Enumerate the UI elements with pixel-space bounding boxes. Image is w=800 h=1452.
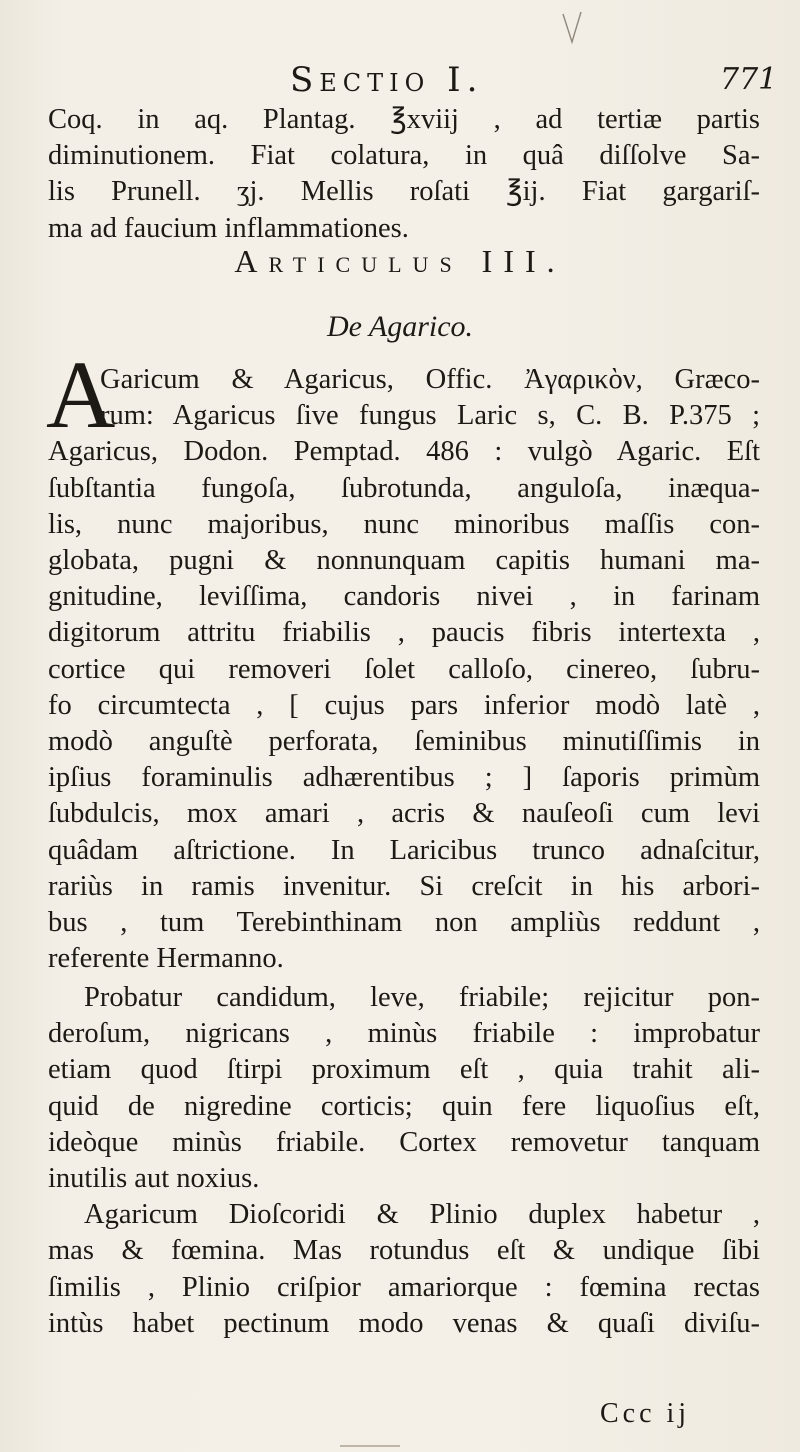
article-subtitle: De Agarico. [326, 310, 474, 343]
page-number: 771 [720, 62, 778, 97]
signature-mark: Ccc ij [600, 1398, 691, 1429]
intro-paragraph [48, 102, 760, 247]
divider [340, 1445, 400, 1447]
text-line: gnitudine, leviſſima, candoris nivei , in farinam [48, 581, 760, 613]
text-line: globata, pugni & nonnunquam capitis humani ma- [48, 545, 760, 577]
text-line: referente Hermanno. [48, 943, 284, 975]
text-line: mas & fœmina. Mas rotundus eſt & undique ſibi [48, 1235, 760, 1267]
text-line: fo circumtecta , [ cujus pars inferior modò latè , [48, 689, 760, 721]
text-line: diminutionem. Fiat colatura, in quâ diſſolve Sa- [48, 140, 760, 172]
text-line: deroſum, nigricans , minùs friabile : improbatur [48, 1018, 760, 1050]
text-line: etiam quod ſtirpi proximum eſt , quia trahit ali- [48, 1054, 760, 1086]
text-line: Agaricum Dioſcoridi & Plinio duplex habetur , [84, 1199, 760, 1231]
text-line: lis, nunc majoribus, nunc minoribus maſſis con- [48, 508, 760, 540]
check-mark-icon [560, 10, 584, 46]
drop-cap: A [46, 341, 116, 448]
text-line: ideòque minùs friabile. Cortex removetur tanquam [48, 1126, 760, 1158]
text-line: ſubſtantia fungoſa, ſubrotunda, anguloſa, inæqua- [48, 472, 760, 504]
text-line: ſubdulcis, mox amari , acris & nauſeoſi cum levi [48, 798, 760, 830]
text-line: ma ad faucium inflammationes. [48, 212, 409, 244]
text-line: rariùs in ramis invenitur. Si creſcit in his arbori- [48, 870, 760, 902]
text-line: cortice qui removeri ſolet calloſo, cinereo, ſubru- [48, 653, 760, 685]
text-line: Agaricus, Dodon. Pemptad. 486 : vulgò Agaric. Eſt [48, 436, 760, 468]
text-line: ipſius foraminulis adhærentibus ; ] ſaporis primùm [48, 762, 760, 794]
text-line: intùs habet pectinum modo venas & quaſi diviſu- [48, 1307, 760, 1339]
section-heading: Sectio I. [290, 60, 484, 100]
text-line: bus , tum Terebinthinam non ampliùs reddunt , [48, 907, 760, 939]
text-line: Garicum & Agaricus, Offic. Ἀγαρικὸν, Græco- [100, 364, 760, 395]
text-line: inutilis aut noxius. [48, 1163, 260, 1195]
text-line: digitorum attritu friabilis , paucis fibris intertexta , [48, 617, 760, 649]
text-line: rum: Agaricus ſive fungus Laric s, C. B. P.375 ; [100, 400, 760, 432]
text-line: quid de nigredine corticis; quin fere liquoſius eſt, [48, 1090, 760, 1122]
text-line: Coq. in aq. Plantag. ℥xviij , ad tertiæ partis [48, 104, 760, 135]
second-paragraph [48, 980, 760, 1342]
article-heading: Articulus III. [234, 243, 566, 279]
main-paragraph [48, 362, 760, 977]
text-line: ſimilis , Plinio criſpior amariorque : fœmina rectas [48, 1271, 760, 1303]
text-line: Probatur candidum, leve, friabile; rejicitur pon- [84, 982, 760, 1013]
text-line: modò anguſtè perforata, ſeminibus minutiſſimis in [48, 726, 760, 758]
running-header [0, 52, 800, 102]
text-line: quâdam aſtrictione. In Laricibus trunco adnaſcitur, [48, 834, 760, 866]
text-line: lis Prunell. ʒj. Mellis roſati ℥ij. Fiat gargariſ- [48, 176, 760, 208]
